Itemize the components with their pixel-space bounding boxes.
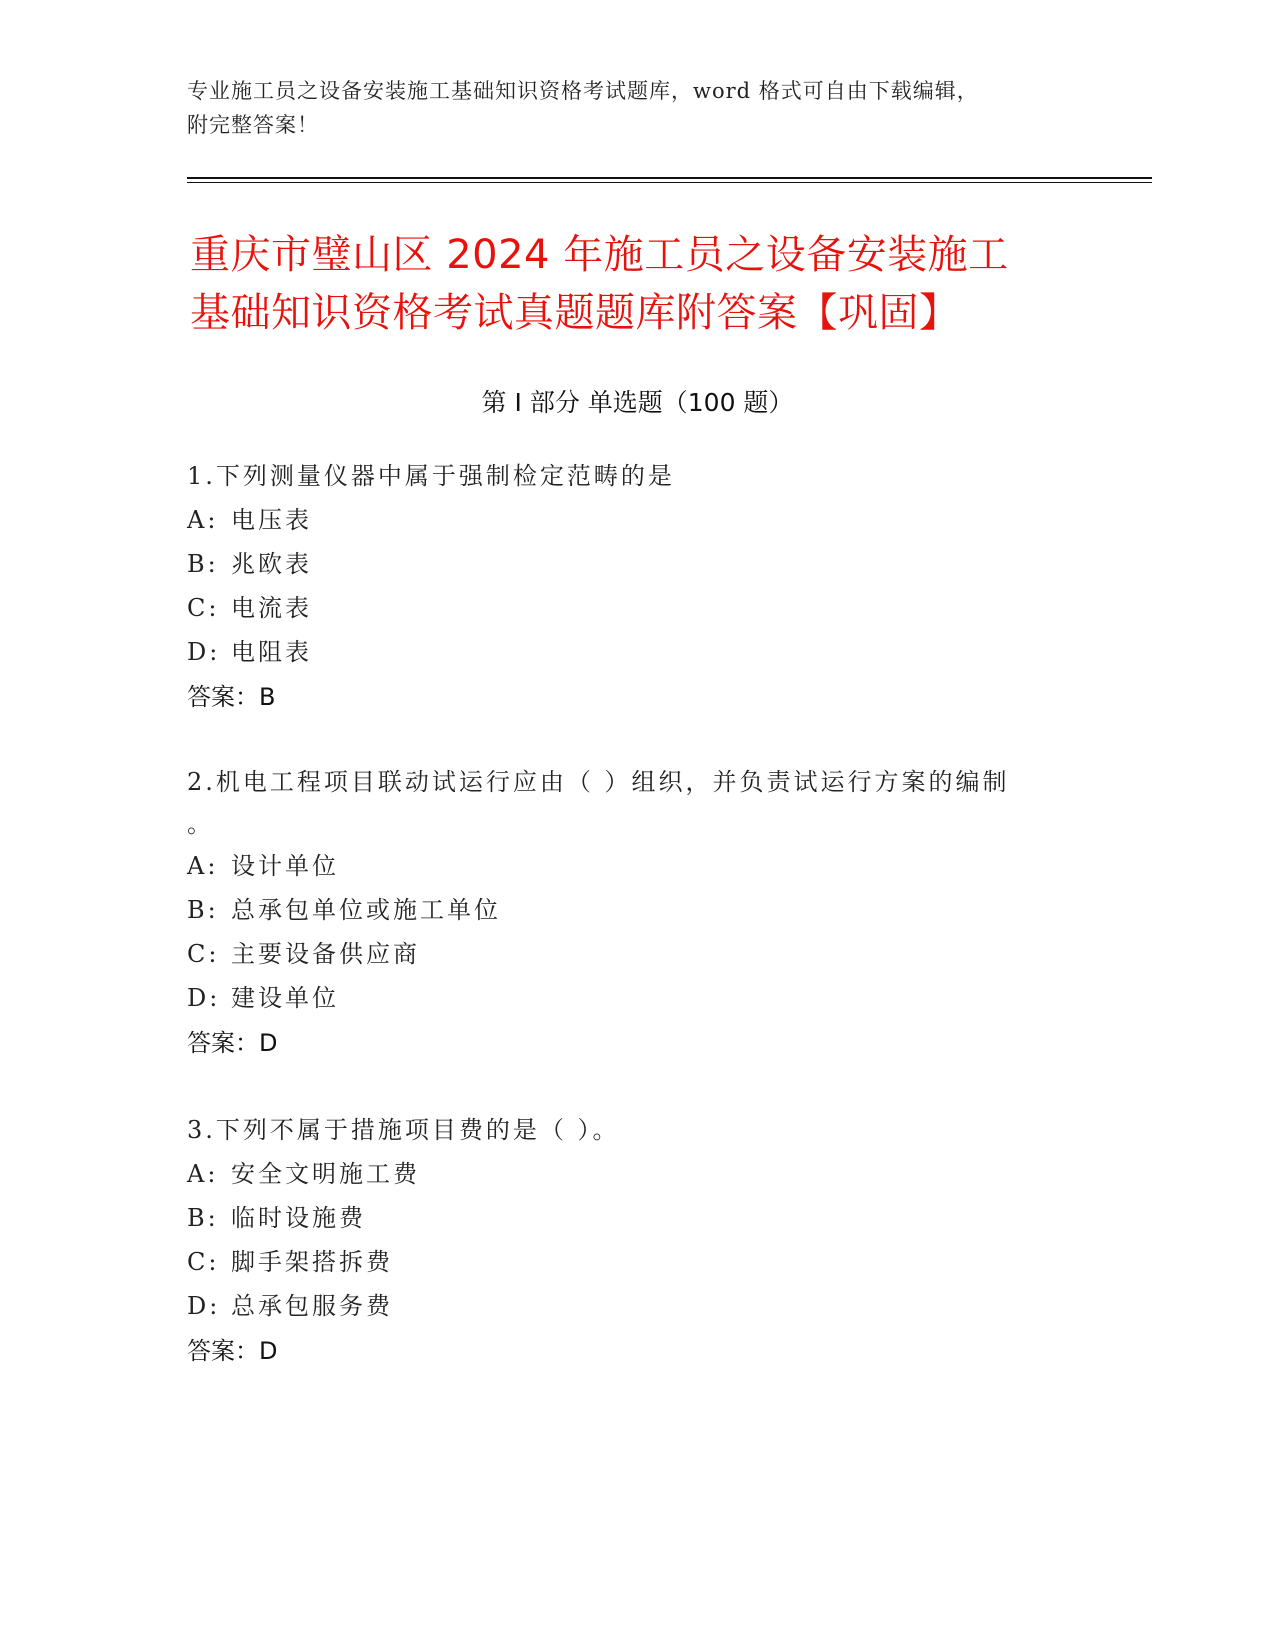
header-rule-thin [187,182,1152,183]
option-c [187,586,1087,630]
option-key: A: [187,506,219,534]
answer-line: 答案：D [187,1029,278,1057]
option-text: 主要设备供应商 [231,940,420,968]
option-key: C: [187,594,220,622]
option-text: 临时设施费 [231,1204,366,1232]
option-key: A: [187,852,219,880]
option-d [187,976,1087,1020]
question-block-2 [187,760,1087,1066]
question-stem: 2.机电工程项目联动试运行应由（ ）组织，并负责试运行方案的编制 [187,768,1010,796]
answer-line: 答案：D [187,1337,278,1365]
header-rule-thick [187,177,1152,179]
option-a [187,1152,1087,1196]
document-title [190,226,1090,342]
option-key: C: [187,940,220,968]
option-c [187,932,1087,976]
question-block-3 [187,1108,1087,1374]
header-note-line-1: 专业施工员之设备安装施工基础知识资格考试题库，word 格式可自由下载编辑， [187,79,979,103]
option-key: D: [187,984,221,1012]
option-text: 建设单位 [231,984,339,1012]
document-title-line-2: 基础知识资格考试真题题库附答案【巩固】 [190,290,960,336]
header-note [187,74,1087,142]
option-text: 电压表 [231,506,312,534]
option-key: D: [187,1292,221,1320]
question-stem-continuation: 。 [187,810,211,838]
option-text: 脚手架搭拆费 [231,1248,393,1276]
option-a [187,498,1087,542]
question-block-1 [187,454,1087,720]
option-b [187,542,1087,586]
option-b [187,888,1087,932]
header-note-line-2: 附完整答案！ [187,113,319,137]
option-text: 设计单位 [231,852,339,880]
option-key: A: [187,1160,219,1188]
option-text: 总承包服务费 [231,1292,393,1320]
option-d [187,1284,1087,1328]
answer-line: 答案：B [187,683,276,711]
option-b [187,1196,1087,1240]
option-text: 电阻表 [231,638,312,666]
section-title: 第 I 部分 单选题（100 题） [481,388,794,417]
option-text: 兆欧表 [231,550,312,578]
option-d [187,630,1087,674]
option-key: C: [187,1248,220,1276]
question-stem: 3.下列不属于措施项目费的是（ ）。 [187,1116,620,1144]
option-text: 总承包单位或施工单位 [231,896,501,924]
document-title-line-1: 重庆市璧山区 2024 年施工员之设备安装施工 [190,232,1009,278]
option-text: 安全文明施工费 [231,1160,420,1188]
option-key: B: [187,550,219,578]
question-stem: 1.下列测量仪器中属于强制检定范畴的是 [187,462,675,490]
option-key: B: [187,1204,219,1232]
option-key: D: [187,638,221,666]
option-c [187,1240,1087,1284]
option-text: 电流表 [231,594,312,622]
option-a [187,844,1087,888]
option-key: B: [187,896,219,924]
